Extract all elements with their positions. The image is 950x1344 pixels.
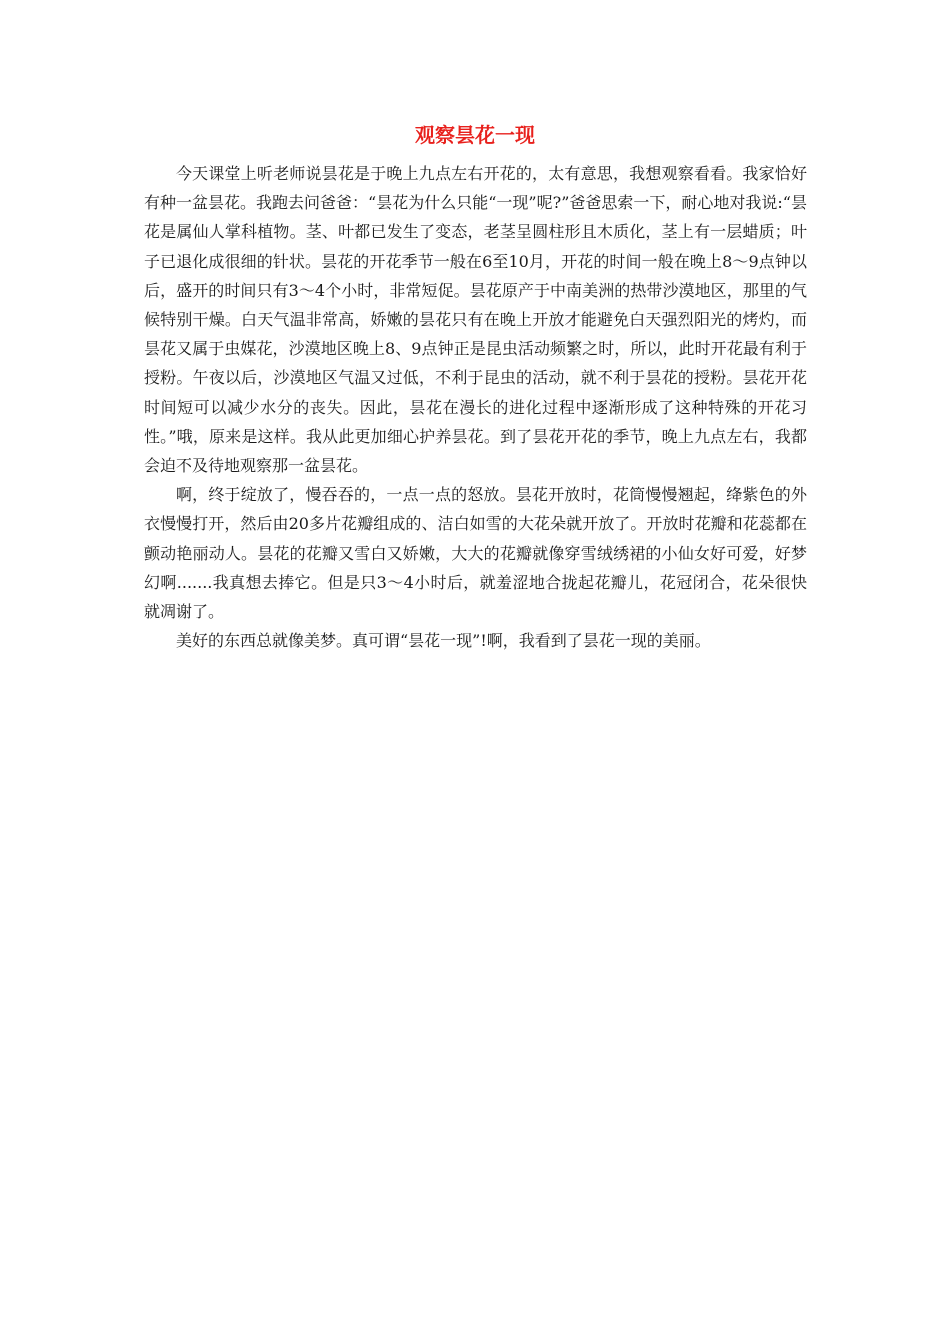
paragraph-1: 今天课堂上听老师说昙花是于晚上九点左右开花的，太有意思，我想观察看看。我家恰好有种一盆昙花。我跑去问爸爸：“昙花为什么只能“一现”呢?”爸爸思索一下，耐心地对我说:“昙花是属仙人掌科植物。茎、叶都已发生了变态，老茎呈圆柱形且木质化，茎上有一层蜡质；叶子已退化成很细的针状。昙花的开花季节一般在6至10月，开花的时间一般在晚上8～9点钟以后，盛开的时间只有3～4个小时，非常短促。昙花原产于中南美洲的热带沙漠地区，那里的气候特别干燥。白天气温非常高，娇嫩的昙花只有在晚上开放才能避免白天强烈阳光的烤灼，而昙花又属于虫媒花，沙漠地区晚上8、9点钟正是昆虫活动频繁之时，所以，此时开花最有利于授粉。午夜以后，沙漠地区气温又过低，不利于昆虫的活动，就不利于昙花的授粉。昙花开花时间短可以减少水分的丧失。因此，昙花在漫长的进化过程中逐渐形成了这种特殊的开花习性。”哦，原来是这样。我从此更加细心护养昙花。到了昙花开花的季节，晚上九点左右，我都会迫不及待地观察那一盆昙花。 — [144, 164, 807, 476]
article-body — [144, 159, 807, 655]
page-title: 观察昙花一现 — [415, 123, 535, 147]
paragraph-3: 美好的东西总就像美梦。真可谓“昙花一现”!啊，我看到了昙花一现的美丽。 — [176, 631, 711, 651]
paragraph-2: 啊，终于绽放了，慢吞吞的，一点一点的怒放。昙花开放时，花筒慢慢翘起，绛紫色的外衣慢慢打开，然后由20多片花瓣组成的、洁白如雪的大花朵就开放了。开放时花瓣和花蕊都在颤动艳丽动人。昙花的花瓣又雪白又娇嫩，大大的花瓣就像穿雪绒绣裙的小仙女好可爱，好梦幻啊.......我真想去捧它。但是只3～4小时后，就羞涩地合拢起花瓣儿，花冠闭合，花朵很快就凋谢了。 — [144, 485, 807, 622]
